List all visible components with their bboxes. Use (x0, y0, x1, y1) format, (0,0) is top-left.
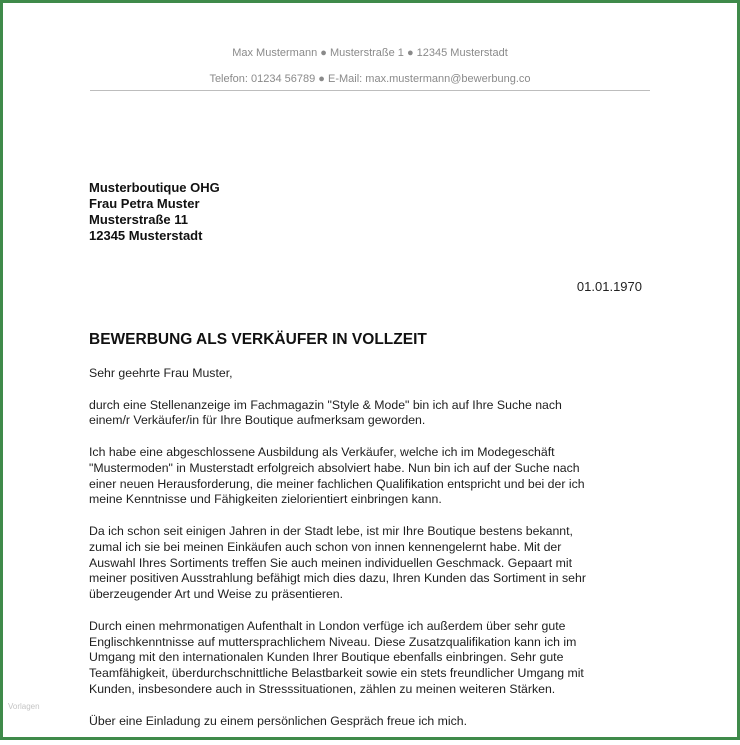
body-line: "Mustermoden" in Musterstadt erfolgreich absolviert habe. Nun bin ich auf der Suche nach (89, 460, 580, 475)
body-line: Durch einen mehrmonatigen Aufenthalt in London verfüge ich außerdem über sehr gute (89, 618, 566, 633)
sender-address: Max Mustermann ● Musterstraße 1 ● 12345 Musterstadt (232, 47, 508, 59)
watermark-text: Vorlagen (8, 702, 40, 711)
body-line: einer neuen Herausforderung, die meiner fachlichen Qualifikation entspricht und bei der ich (89, 476, 585, 491)
paragraph-skills (89, 619, 659, 698)
recipient-address (89, 180, 220, 244)
body-line: meine Kenntnisse und Fähigkeiten zielorientiert einbringen kann. (89, 492, 442, 507)
body-line: Englischkenntnisse auf muttersprachlichem Niveau. Diese Zusatzqualifikation kann ich im (89, 634, 577, 649)
body-line: einem/r Verkäufer/in für Ihre Boutique aufmerksam geworden. (89, 413, 426, 428)
body-line: meiner positiven Ausstrahlung befähigt mich dies dazu, Ihren Kunden das Sortiment in sehr (89, 571, 586, 586)
body-line: Umgang mit den internationalen Kunden Ihrer Boutique ebenfalls einbringen. Sehr gute (89, 650, 564, 665)
body-line: Kunden, insbesondere auch in Stresssituationen, zählen zu meinen weiteren Stärken. (89, 681, 556, 696)
paragraph-intro (89, 398, 659, 430)
salutation (89, 366, 659, 382)
sender-header (0, 40, 740, 92)
salutation-text: Sehr geehrte Frau Muster, (89, 366, 233, 380)
body-line: zumal ich sie bei meinen Einkäufen auch schon von innen kennengelernt habe. Mit der (89, 539, 562, 554)
recipient-city: 12345 Musterstadt (89, 228, 203, 243)
body-line: Ich habe eine abgeschlossene Ausbildung als Verkäufer, welche ich im Modegeschäft (89, 444, 555, 459)
body-line: Auswahl Ihres Sortiments treffen Sie auch meinen individuellen Geschmack. Gepaart mit (89, 555, 573, 570)
paragraph-closing (89, 714, 659, 730)
body-line: überzeugender Art und Weise zu präsentieren. (89, 587, 344, 602)
letter-subject: BEWERBUNG ALS VERKÄUFER IN VOLLZEIT (89, 331, 427, 348)
recipient-street: Musterstraße 11 (89, 212, 188, 227)
paragraph-motivation (89, 524, 659, 603)
recipient-person: Frau Petra Muster (89, 196, 200, 211)
recipient-company: Musterboutique OHG (89, 180, 220, 195)
header-divider (90, 90, 650, 91)
body-line: Da ich schon seit einigen Jahren in der Stadt lebe, ist mir Ihre Boutique bestens bekannt, (89, 523, 573, 538)
body-line: Über eine Einladung zu einem persönlichen Gespräch freue ich mich. (89, 713, 467, 728)
body-line: Teamfähigkeit, überdurchschnittliche Belastbarkeit sowie ein stets freundlicher Umgang mit (89, 666, 584, 681)
body-line: durch eine Stellenanzeige im Fachmagazin "Style & Mode" bin ich auf Ihre Suche nach (89, 397, 562, 412)
sender-contact: Telefon: 01234 56789 ● E-Mail: max.mustermann@bewerbung.co (209, 73, 531, 85)
letter-date: 01.01.1970 (576, 279, 642, 294)
letter-body (89, 366, 659, 745)
paragraph-education (89, 445, 659, 508)
